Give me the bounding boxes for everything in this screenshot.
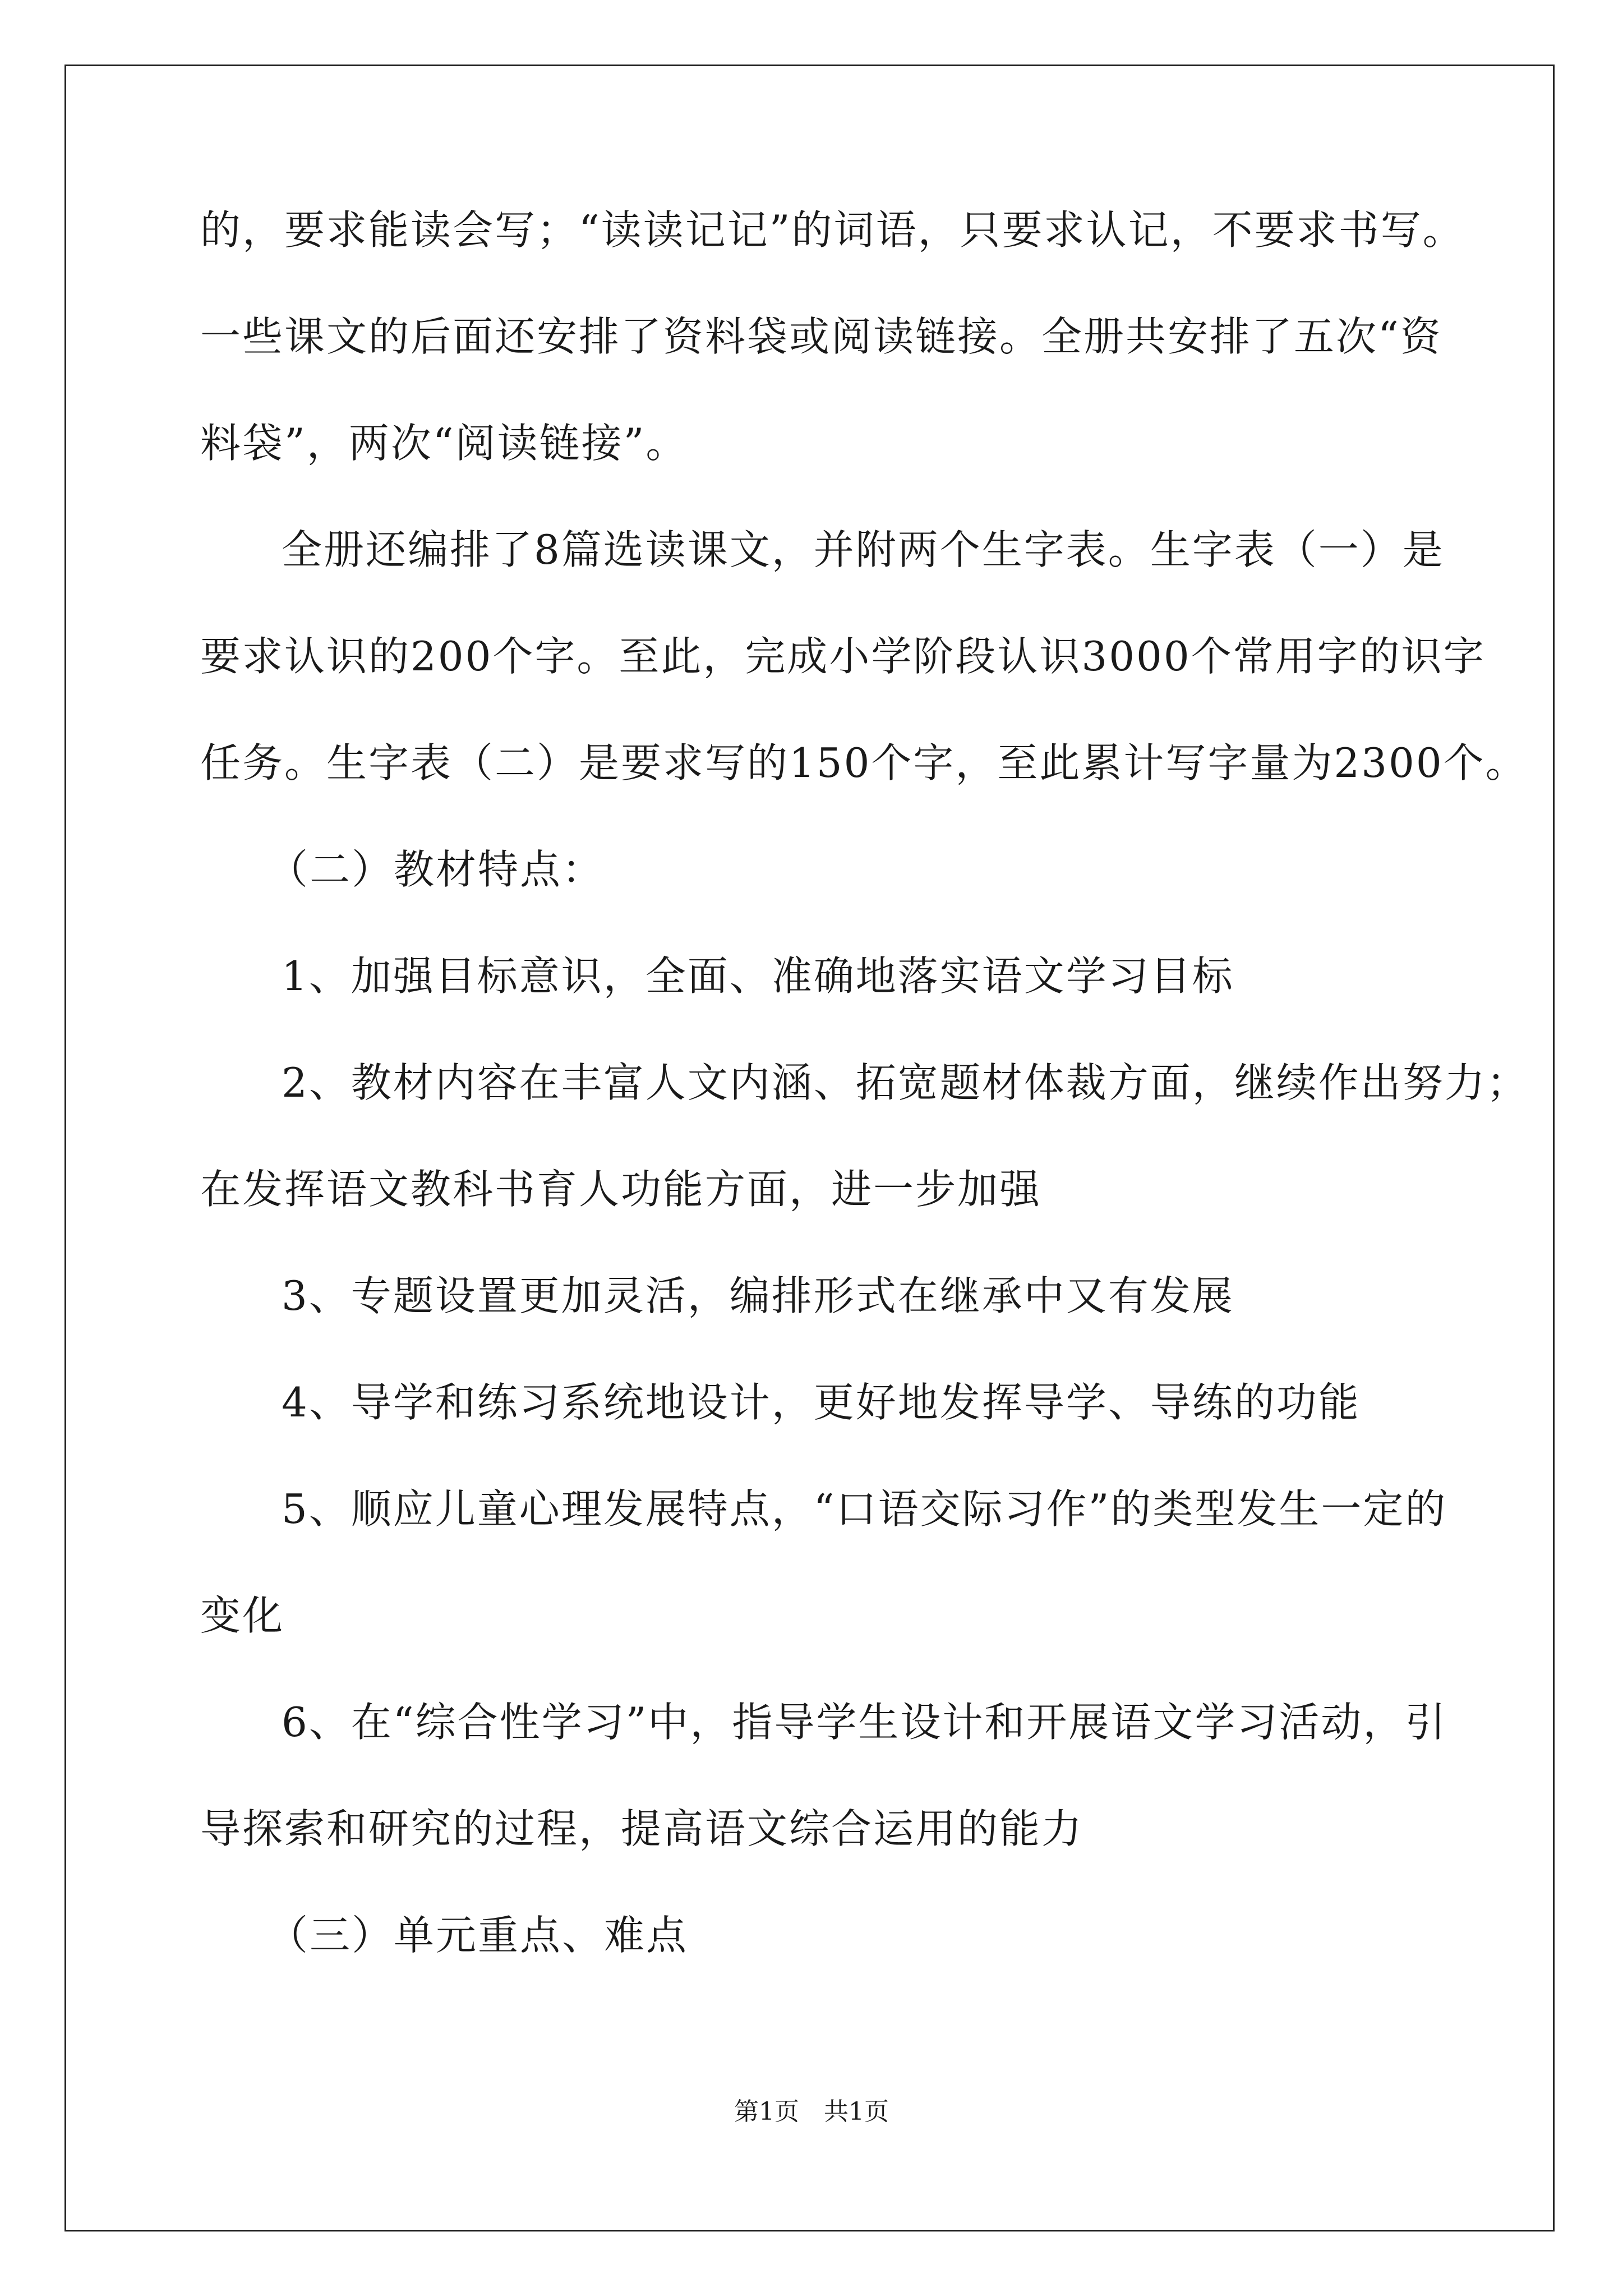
section-heading-key-points: （三）单元重点、难点 (268, 1912, 689, 1959)
text-line-14: 变化 (200, 1592, 285, 1639)
text-line-5: 要求认识的200个字。至此，完成小学阶段认识3000个常用字的识字 (200, 633, 1486, 680)
text-line-12: 4、导学和练习系统地设计，更好地发挥导学、导练的功能 (282, 1379, 1361, 1426)
text-line-9: 2、教材内容在丰富人文内涵、拓宽题材体裁方面，继续作出努力； (282, 1059, 1529, 1106)
text-line-16: 导探索和研究的过程，提高语文综合运用的能力 (200, 1805, 1084, 1852)
text-line-8: 1、加强目标意识，全面、准确地落实语文学习目标 (282, 953, 1234, 1000)
text-line-6: 任务。生字表（二）是要求写的150个字，至此累计写字量为2300个。 (200, 739, 1528, 786)
text-line-4: 全册还编排了8篇选读课文，并附两个生字表。生字表（一）是 (282, 526, 1445, 573)
text-line-2: 一些课文的后面还安排了资料袋或阅读链接。全册共安排了五次“资 (200, 313, 1442, 360)
text-line-15: 6、在“综合性学习”中，指导学生设计和开展语文学习活动，引 (282, 1699, 1447, 1746)
text-line-10: 在发挥语文教科书育人功能方面，进一步加强 (200, 1166, 1042, 1213)
text-line-1: 的，要求能读会写；“读读记记”的词语，只要求认记，不要求书写。 (200, 206, 1465, 254)
text-line-3: 料袋”，两次“阅读链接”。 (200, 420, 688, 467)
page-number-footer: 第1页 共1页 (734, 2097, 889, 2126)
text-line-13: 5、顺应儿童心理发展特点，“口语交际习作”的类型发生一定的 (282, 1485, 1447, 1533)
section-heading-features: （二）教材特点： (268, 846, 605, 893)
text-line-11: 3、专题设置更加灵活，编排形式在继承中又有发展 (282, 1272, 1234, 1319)
page-border (64, 65, 1555, 2231)
